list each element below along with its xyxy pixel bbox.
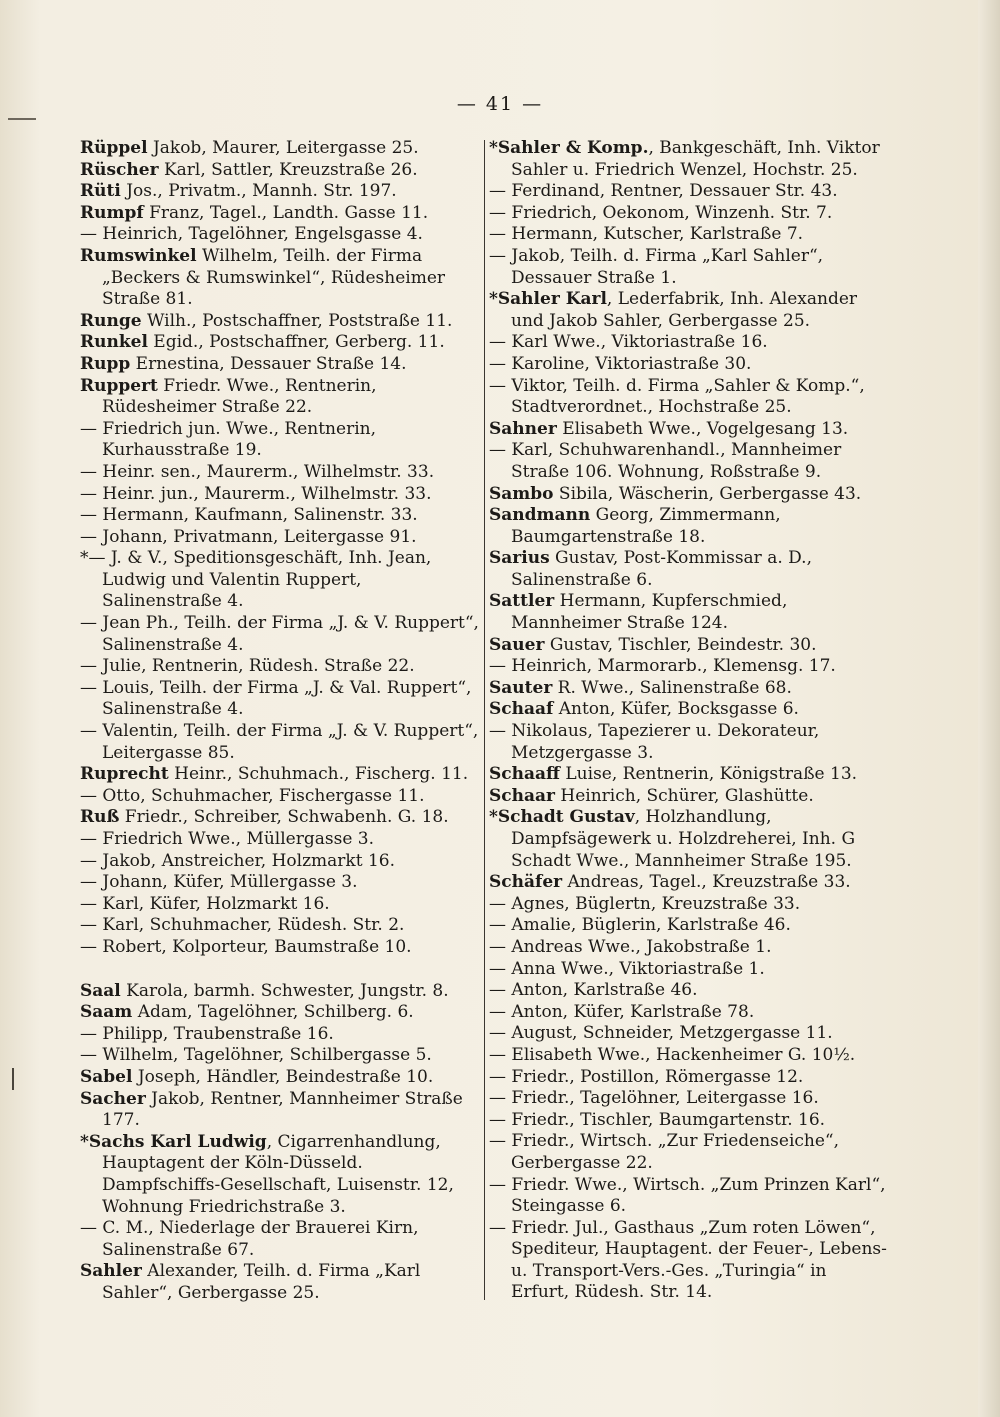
directory-entry	[80, 311, 480, 333]
directory-entry	[489, 246, 889, 289]
entry-details: — Johann, Privatmann, Leitergasse 91.	[80, 526, 417, 547]
directory-entry	[489, 376, 889, 419]
directory-entry	[489, 484, 889, 506]
entry-details: — Friedrich jun. Wwe., Rentnerin, Kurhausstraße 19.	[80, 418, 376, 461]
entry-details: Egid., Postschaffner, Gerberg. 11.	[147, 332, 445, 353]
directory-entry	[489, 1002, 889, 1024]
directory-entry	[489, 1131, 889, 1174]
entry-details: — Otto, Schuhmacher, Fischergasse 11.	[80, 785, 425, 806]
entry-details: — Friedrich Wwe., Müllergasse 3.	[80, 829, 375, 849]
directory-entry	[489, 894, 889, 916]
entry-details: — Valentin, Teilh. der Firma „J. & V. Ruppert“, Leitergasse 85.	[80, 721, 479, 763]
directory-entry	[80, 203, 480, 225]
entry-details: Sibila, Wäscherin, Gerbergasse 43.	[553, 483, 862, 504]
directory-entry	[489, 591, 889, 634]
directory-entry	[80, 548, 480, 613]
entry-details: Alexander, Teilh. d. Firma „Karl Sahler“, Gerbergasse 25.	[102, 1261, 421, 1303]
page-edge	[978, 0, 1000, 1417]
entry-details: — Karl, Schuhwarenhandl., Mannheimer Straße 106. Wohnung, Roßstraße 9.	[489, 440, 842, 482]
entry-surname: Ruppert	[80, 375, 158, 396]
entry-surname: Rupp	[80, 353, 131, 374]
entry-details: Wilhelm, Teilh. der Firma „Beckers & Rumswinkel“, Rüdesheimer Straße 81.	[102, 245, 446, 310]
directory-entry	[80, 1261, 480, 1304]
directory-entry	[80, 354, 480, 376]
entry-details: — Anton, Karlstraße 46.	[489, 980, 698, 1001]
entry-details: Jakob, Maurer, Leitergasse 25.	[147, 138, 419, 158]
entry-details: Franz, Tagel., Landth. Gasse 11.	[143, 202, 429, 223]
entry-details: — Anna Wwe., Viktoriastraße 1.	[489, 958, 765, 979]
entry-details: Hermann, Kupferschmied, Mannheimer Straße 124.	[511, 591, 788, 634]
entry-details: — Agnes, Büglertn, Kreuzstraße 33.	[489, 893, 801, 914]
entry-details: — Friedrich, Oekonom, Winzenh. Str. 7.	[489, 202, 833, 223]
entry-details: — Louis, Teilh. der Firma „J. & Val. Ruppert“, Salinenstraße 4.	[80, 677, 472, 720]
entry-surname: Rumpf	[80, 202, 144, 223]
entry-details: Gustav, Tischler, Beindestr. 30.	[544, 634, 817, 655]
entry-surname: Ruß	[80, 807, 120, 828]
directory-entry	[80, 419, 480, 462]
entry-surname: Sandmann	[489, 505, 591, 526]
directory-entry	[80, 872, 480, 894]
entry-surname: Sabel	[80, 1066, 133, 1087]
entry-details: — Heinr. jun., Maurerm., Wilhelmstr. 33.	[80, 483, 432, 504]
directory-entry	[489, 678, 889, 700]
directory-entry	[80, 894, 480, 916]
entry-details: Adam, Tagelöhner, Schilberg. 6.	[132, 1002, 414, 1023]
entry-details: — Heinrich, Marmorarb., Klemensg. 17.	[489, 656, 836, 677]
directory-entry	[80, 721, 480, 764]
entry-details: Wilh., Postschaffner, Poststraße 11.	[141, 310, 453, 331]
directory-entry	[80, 484, 480, 506]
entry-details: Heinrich, Schürer, Glashütte.	[554, 785, 814, 806]
directory-entry	[489, 1045, 889, 1067]
entry-details: — Amalie, Büglerin, Karlstraße 46.	[489, 915, 791, 936]
entry-details: — Anton, Küfer, Karlstraße 78.	[489, 1001, 755, 1022]
directory-entry	[80, 246, 480, 311]
entry-details: Andreas, Tagel., Kreuzstraße 33.	[562, 872, 851, 893]
entry-details: — Elisabeth Wwe., Hackenheimer G. 10½.	[489, 1044, 856, 1065]
entry-surname: Runkel	[80, 332, 148, 353]
directory-entry	[489, 656, 889, 678]
directory-entry	[80, 1002, 480, 1024]
directory-entry	[80, 160, 480, 182]
entry-surname: Saam	[80, 1002, 133, 1023]
entry-surname: Sauer	[489, 634, 545, 655]
entry-surname: *Sachs Karl Ludwig	[80, 1131, 267, 1152]
directory-entry	[80, 981, 480, 1003]
entry-details: *— J. & V., Speditionsgeschäft, Inh. Jean, Ludwig und Valentin Ruppert, Salinenstraße 4.	[80, 548, 432, 612]
section-gap	[80, 959, 480, 981]
directory-entry	[489, 440, 889, 483]
entry-surname: Schaaff	[489, 764, 560, 785]
directory-entry	[489, 354, 889, 376]
entry-details: — Julie, Rentnerin, Rüdesh. Straße 22.	[80, 656, 415, 677]
directory-entry	[80, 224, 480, 246]
entry-details: — Hermann, Kutscher, Karlstraße 7.	[489, 224, 804, 245]
entry-details: — Karoline, Viktoriastraße 30.	[489, 353, 752, 374]
right-column	[489, 138, 889, 1304]
directory-entry	[80, 138, 480, 160]
page-number: — 41 —	[456, 93, 544, 115]
entry-details: — Friedr. Wwe., Wirtsch. „Zum Prinzen Karl“, Steingasse 6.	[489, 1174, 886, 1217]
entry-surname: Rüti	[80, 181, 121, 202]
entry-details: Elisabeth Wwe., Vogelgesang 13.	[556, 418, 849, 439]
entry-surname: Rüppel	[80, 138, 148, 158]
directory-entry	[489, 1023, 889, 1045]
entry-details: — Karl, Küfer, Holzmarkt 16.	[80, 893, 330, 914]
entry-surname: Sahner	[489, 418, 557, 439]
entry-details: — Jean Ph., Teilh. der Firma „J. & V. Ruppert“, Salinenstraße 4.	[80, 613, 479, 655]
directory-entry	[489, 959, 889, 981]
entry-surname: Schaaf	[489, 699, 554, 720]
entry-details: — Robert, Kolporteur, Baumstraße 10.	[80, 936, 412, 957]
entry-surname: Schaar	[489, 785, 555, 806]
directory-entry	[80, 915, 480, 937]
entry-details: — Philipp, Traubenstraße 16.	[80, 1023, 334, 1044]
entry-details: — Friedr., Tischler, Baumgartenstr. 16.	[489, 1109, 826, 1130]
entry-details: — Friedr. Jul., Gasthaus „Zum roten Löwen“, Spediteur, Hauptagent. der Feuer-, Lebens- u. Transport-Vers.-Ges. „Turingia“ in Erfurt, Rüdesh. Str. 14.	[489, 1217, 887, 1303]
directory-entry	[489, 203, 889, 225]
directory-entry	[489, 635, 889, 657]
entry-details: Jos., Privatm., Mannh. Str. 197.	[120, 181, 397, 202]
entry-details: — Heinr. sen., Maurerm., Wilhelmstr. 33.	[80, 461, 435, 482]
entry-details: , Cigarrenhandlung, Hauptagent der Köln-Düsseld. Dampfschiffs-Gesellschaft, Luisenstr. 12, Wohnung Friedrichstraße 3.	[102, 1131, 454, 1217]
entry-surname: Saal	[80, 980, 121, 1001]
entry-details: Friedr., Schreiber, Schwabenh. G. 18.	[119, 807, 449, 828]
directory-entry	[489, 1088, 889, 1110]
directory-entry	[80, 678, 480, 721]
entry-details: — Jakob, Teilh. d. Firma „Karl Sahler“, Dessauer Straße 1.	[489, 245, 824, 288]
directory-entry	[489, 419, 889, 441]
directory-entry	[80, 505, 480, 527]
directory-entry	[489, 1175, 889, 1218]
directory-entry	[489, 1067, 889, 1089]
directory-entry	[80, 1067, 480, 1089]
directory-entry	[80, 376, 480, 419]
directory-entry	[489, 1218, 889, 1304]
entry-details: , Bankgeschäft, Inh. Viktor Sahler u. Friedrich Wenzel, Hochstr. 25.	[511, 138, 880, 180]
column-divider	[484, 140, 485, 1300]
entry-details: — Andreas Wwe., Jakobstraße 1.	[489, 936, 772, 957]
directory-entry	[80, 181, 480, 203]
page-corner-mark	[8, 118, 36, 120]
left-column	[80, 138, 480, 1304]
directory-entry	[489, 548, 889, 591]
entry-surname: Runge	[80, 310, 142, 331]
entry-surname: Sacher	[80, 1088, 146, 1109]
entry-surname: Sattler	[489, 591, 555, 612]
entry-details: — Ferdinand, Rentner, Dessauer Str. 43.	[489, 181, 838, 202]
directory-entry	[489, 915, 889, 937]
directory-entry	[80, 332, 480, 354]
directory-entry	[489, 980, 889, 1002]
entry-details: — Heinrich, Tagelöhner, Engelsgasse 4.	[80, 224, 423, 245]
entry-details: — Karl Wwe., Viktoriastraße 16.	[489, 332, 768, 353]
directory-entry	[489, 1110, 889, 1132]
directory-entry	[80, 851, 480, 873]
entry-details: Luise, Rentnerin, Königstraße 13.	[559, 764, 858, 785]
directory-entry	[80, 807, 480, 829]
entry-details: — Johann, Küfer, Müllergasse 3.	[80, 872, 358, 893]
entry-surname: Rüscher	[80, 159, 159, 180]
entry-details: , Holzhandlung, Dampfsägewerk u. Holzdreherei, Inh. G Schadt Wwe., Mannheimer Straße 195.	[511, 807, 856, 871]
entry-details: — Viktor, Teilh. d. Firma „Sahler & Komp.“, Stadtverordnet., Hochstraße 25.	[489, 375, 865, 418]
directory-entry	[489, 138, 889, 181]
entry-surname: Ruprecht	[80, 764, 169, 785]
directory-entry	[80, 829, 480, 851]
entry-details: Gustav, Post-Kommissar a. D., Salinenstraße 6.	[511, 548, 812, 590]
entry-details: Anton, Küfer, Bocksgasse 6.	[553, 699, 799, 720]
entry-surname: Rumswinkel	[80, 245, 197, 266]
directory-entry	[489, 505, 889, 548]
entry-details: Georg, Zimmermann, Baumgartenstraße 18.	[511, 505, 781, 547]
directory-entry	[80, 1132, 480, 1218]
directory-entry	[489, 332, 889, 354]
directory-entry	[80, 656, 480, 678]
entry-details: — Friedr., Wirtsch. „Zur Friedenseiche“, Gerbergasse 22.	[489, 1131, 840, 1173]
entry-details: — Wilhelm, Tagelöhner, Schilbergasse 5.	[80, 1045, 432, 1066]
entry-surname: Sambo	[489, 483, 554, 504]
directory-entry	[80, 1218, 480, 1261]
directory-entry	[80, 1045, 480, 1067]
entry-details: — Nikolaus, Tapezierer u. Dekorateur, Metzgergasse 3.	[489, 721, 820, 763]
entry-details: Karola, barmh. Schwester, Jungstr. 8.	[120, 980, 449, 1001]
directory-entry	[80, 462, 480, 484]
entry-surname: Sauter	[489, 677, 553, 698]
entry-surname: Schäfer	[489, 872, 563, 893]
entry-details: — Karl, Schuhmacher, Rüdesh. Str. 2.	[80, 915, 405, 936]
directory-entry	[489, 807, 889, 872]
directory-entry	[80, 1089, 480, 1132]
entry-details: , Lederfabrik, Inh. Alexander und Jakob Sahler, Gerbergasse 25.	[511, 289, 858, 331]
margin-mark	[12, 1068, 14, 1090]
directory-entry	[489, 224, 889, 246]
entry-details: — C. M., Niederlage der Brauerei Kirn, Salinenstraße 67.	[80, 1218, 419, 1260]
directory-entry	[80, 786, 480, 808]
entry-surname: Sarius	[489, 548, 550, 569]
entry-details: — Jakob, Anstreicher, Holzmarkt 16.	[80, 850, 395, 871]
entry-details: — Friedr., Tagelöhner, Leitergasse 16.	[489, 1088, 819, 1109]
directory-entry	[489, 937, 889, 959]
entry-surname: Sahler	[80, 1261, 142, 1282]
directory-entry	[489, 721, 889, 764]
directory-entry	[489, 764, 889, 786]
directory-entry	[80, 937, 480, 959]
directory-entry	[80, 527, 480, 549]
entry-details: Ernestina, Dessauer Straße 14.	[130, 353, 407, 374]
entry-surname: *Sahler Karl	[489, 289, 607, 310]
entry-details: Jakob, Rentner, Mannheimer Straße 177.	[102, 1088, 463, 1131]
entry-details: Heinr., Schuhmach., Fischerg. 11.	[168, 764, 469, 785]
directory-entry	[489, 181, 889, 203]
entry-surname: *Sahler & Komp.	[489, 138, 649, 158]
entry-details: Friedr. Wwe., Rentnerin, Rüdesheimer Straße 22.	[102, 375, 377, 418]
entry-details: — Friedr., Postillon, Römergasse 12.	[489, 1066, 804, 1087]
entry-details: — August, Schneider, Metzgergasse 11.	[489, 1023, 833, 1044]
directory-entry	[489, 699, 889, 721]
directory-entry	[80, 1024, 480, 1046]
entry-details: Joseph, Händler, Beindestraße 10.	[132, 1066, 434, 1087]
directory-entry	[489, 786, 889, 808]
entry-details: — Hermann, Kaufmann, Salinenstr. 33.	[80, 505, 418, 526]
directory-entry	[489, 289, 889, 332]
directory-entry	[489, 872, 889, 894]
directory-entry	[80, 764, 480, 786]
directory-entry	[80, 613, 480, 656]
entry-surname: *Schadt Gustav	[489, 807, 635, 828]
entry-details: R. Wwe., Salinenstraße 68.	[552, 677, 792, 698]
entry-details: Karl, Sattler, Kreuzstraße 26.	[158, 159, 418, 180]
